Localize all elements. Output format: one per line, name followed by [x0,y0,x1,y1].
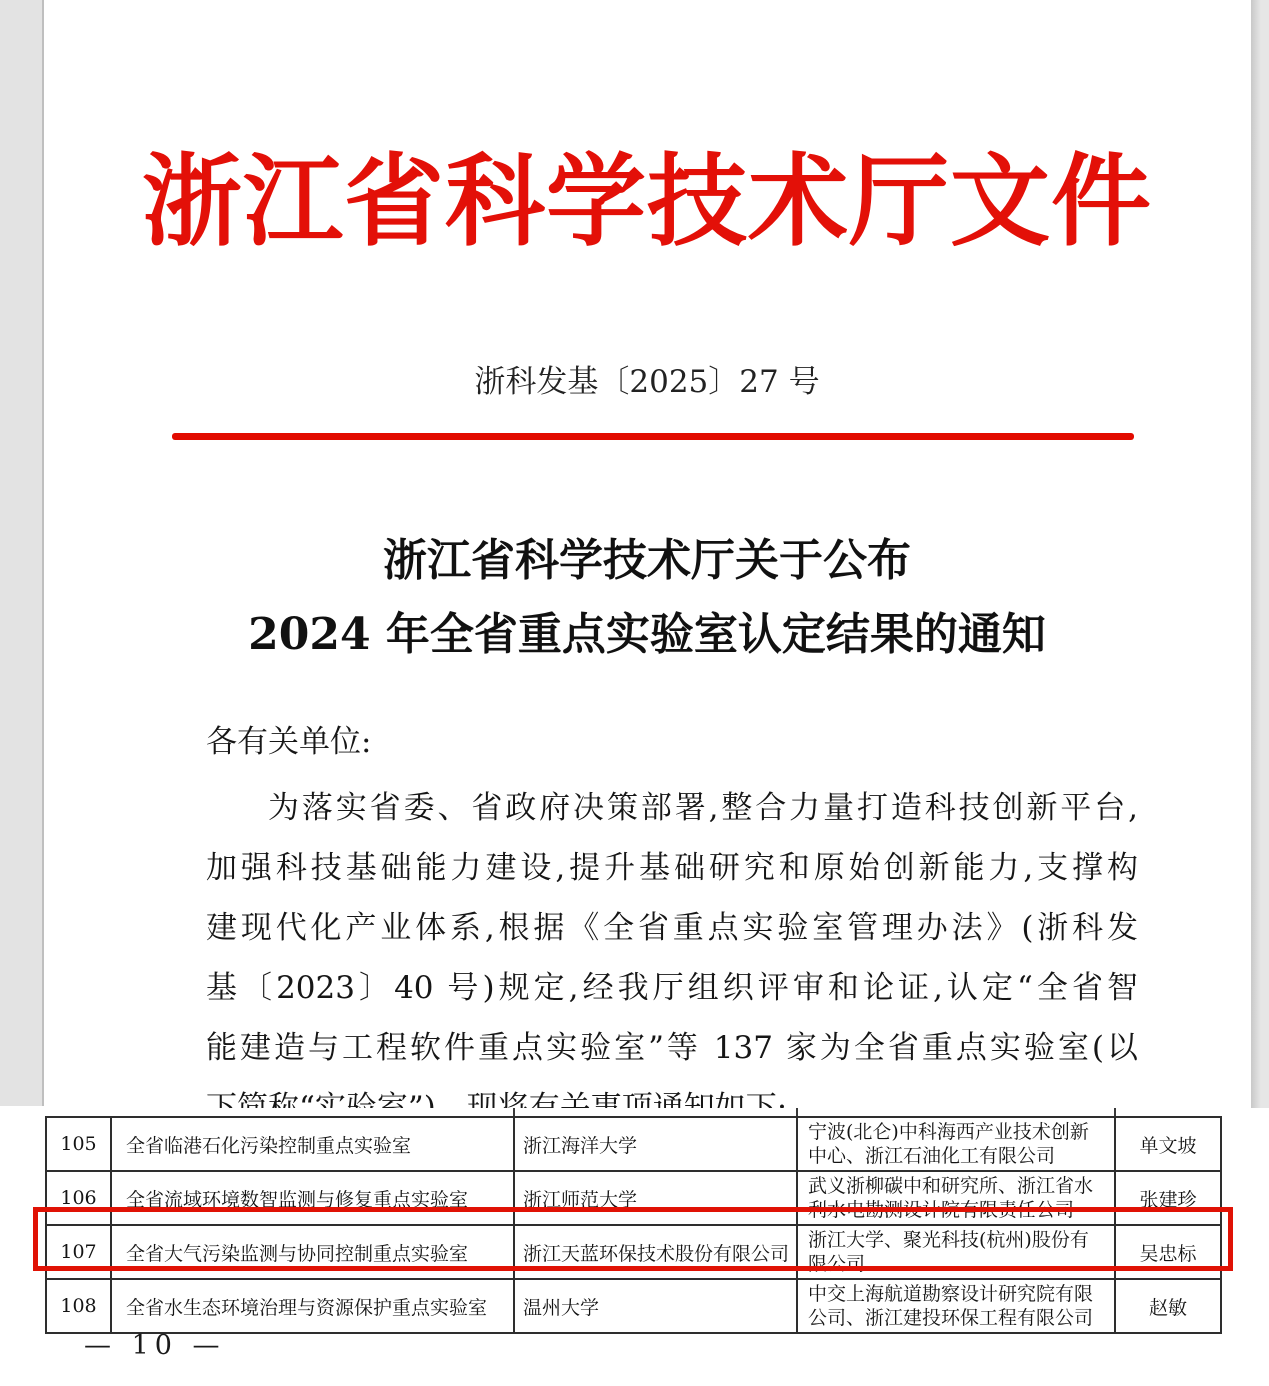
row-107-highlight-box [33,1207,1233,1271]
partner-units-cell: 浙江大学、聚光科技(杭州)股份有限公司 [797,1225,1115,1279]
director-cell: 单文坡 [1115,1117,1221,1171]
body-line: 能建造与工程软件重点实验室”等 137 家为全省重点实验室(以 [206,1030,1138,1066]
agency-letterhead-title: 浙江省科学技术厅文件 [142,142,1152,260]
lab-results-table-section [0,1108,1269,1386]
institution-cell: 浙江天蓝环保技术股份有限公司 [514,1225,797,1279]
row-number-cell: 107 [46,1225,111,1279]
partner-units-cell: 宁波(北仑)中科海西产业技术创新中心、浙江石油化工有限公司 [797,1117,1115,1171]
document-number: 浙科发基〔2025〕27 号 [474,364,820,400]
lab-name-cell: 全省流域环境数智监测与修复重点实验室 [111,1171,514,1225]
lab-name-cell: 全省水生态环境治理与资源保护重点实验室 [111,1279,514,1333]
body-line: 基〔2023〕40 号)规定,经我厅组织评审和论证,认定“全省智 [206,970,1138,1006]
body-line: 为落实省委、省政府决策部署,整合力量打造科技创新平台, [268,790,1138,826]
body-line: 加强科技基础能力建设,提升基础研究和原始创新能力,支撑构 [206,850,1138,886]
institution-cell: 温州大学 [514,1279,797,1333]
lab-name-cell: 全省大气污染监测与协同控制重点实验室 [111,1225,514,1279]
page-number: — 10 — [84,1330,226,1361]
scan-right-margin [1251,0,1269,1112]
partner-units-cell: 中交上海航道勘察设计研究院有限公司、浙江建投环保工程有限公司 [797,1279,1115,1333]
lab-name-cell: 全省临港石化污染控制重点实验室 [111,1117,514,1171]
salutation: 各有关单位: [206,724,372,760]
institution-cell: 浙江海洋大学 [514,1117,797,1171]
director-cell: 张建珍 [1115,1171,1221,1225]
director-cell: 赵敏 [1115,1279,1221,1333]
partner-units-cell: 武义浙柳碳中和研究所、浙江省水利水电勘测设计院有限责任公司 [797,1171,1115,1225]
director-cell: 吴忠标 [1115,1225,1221,1279]
notice-title-line1: 浙江省科学技术厅关于公布 [383,535,911,586]
row-number-cell: 108 [46,1279,111,1333]
table-row-108 [46,1279,1221,1333]
table-row-105 [46,1117,1221,1171]
row-number-cell: 106 [46,1171,111,1225]
institution-cell: 浙江师范大学 [514,1171,797,1225]
notice-title-line2: 2024 年全省重点实验室认定结果的通知 [248,609,1046,660]
row-number-cell: 105 [46,1117,111,1171]
body-line: 建现代化产业体系,根据《全省重点实验室管理办法》(浙科发 [206,910,1138,946]
body-paragraph [206,778,1138,1138]
red-divider-rule [172,433,1134,440]
scan-left-margin [0,0,44,1106]
